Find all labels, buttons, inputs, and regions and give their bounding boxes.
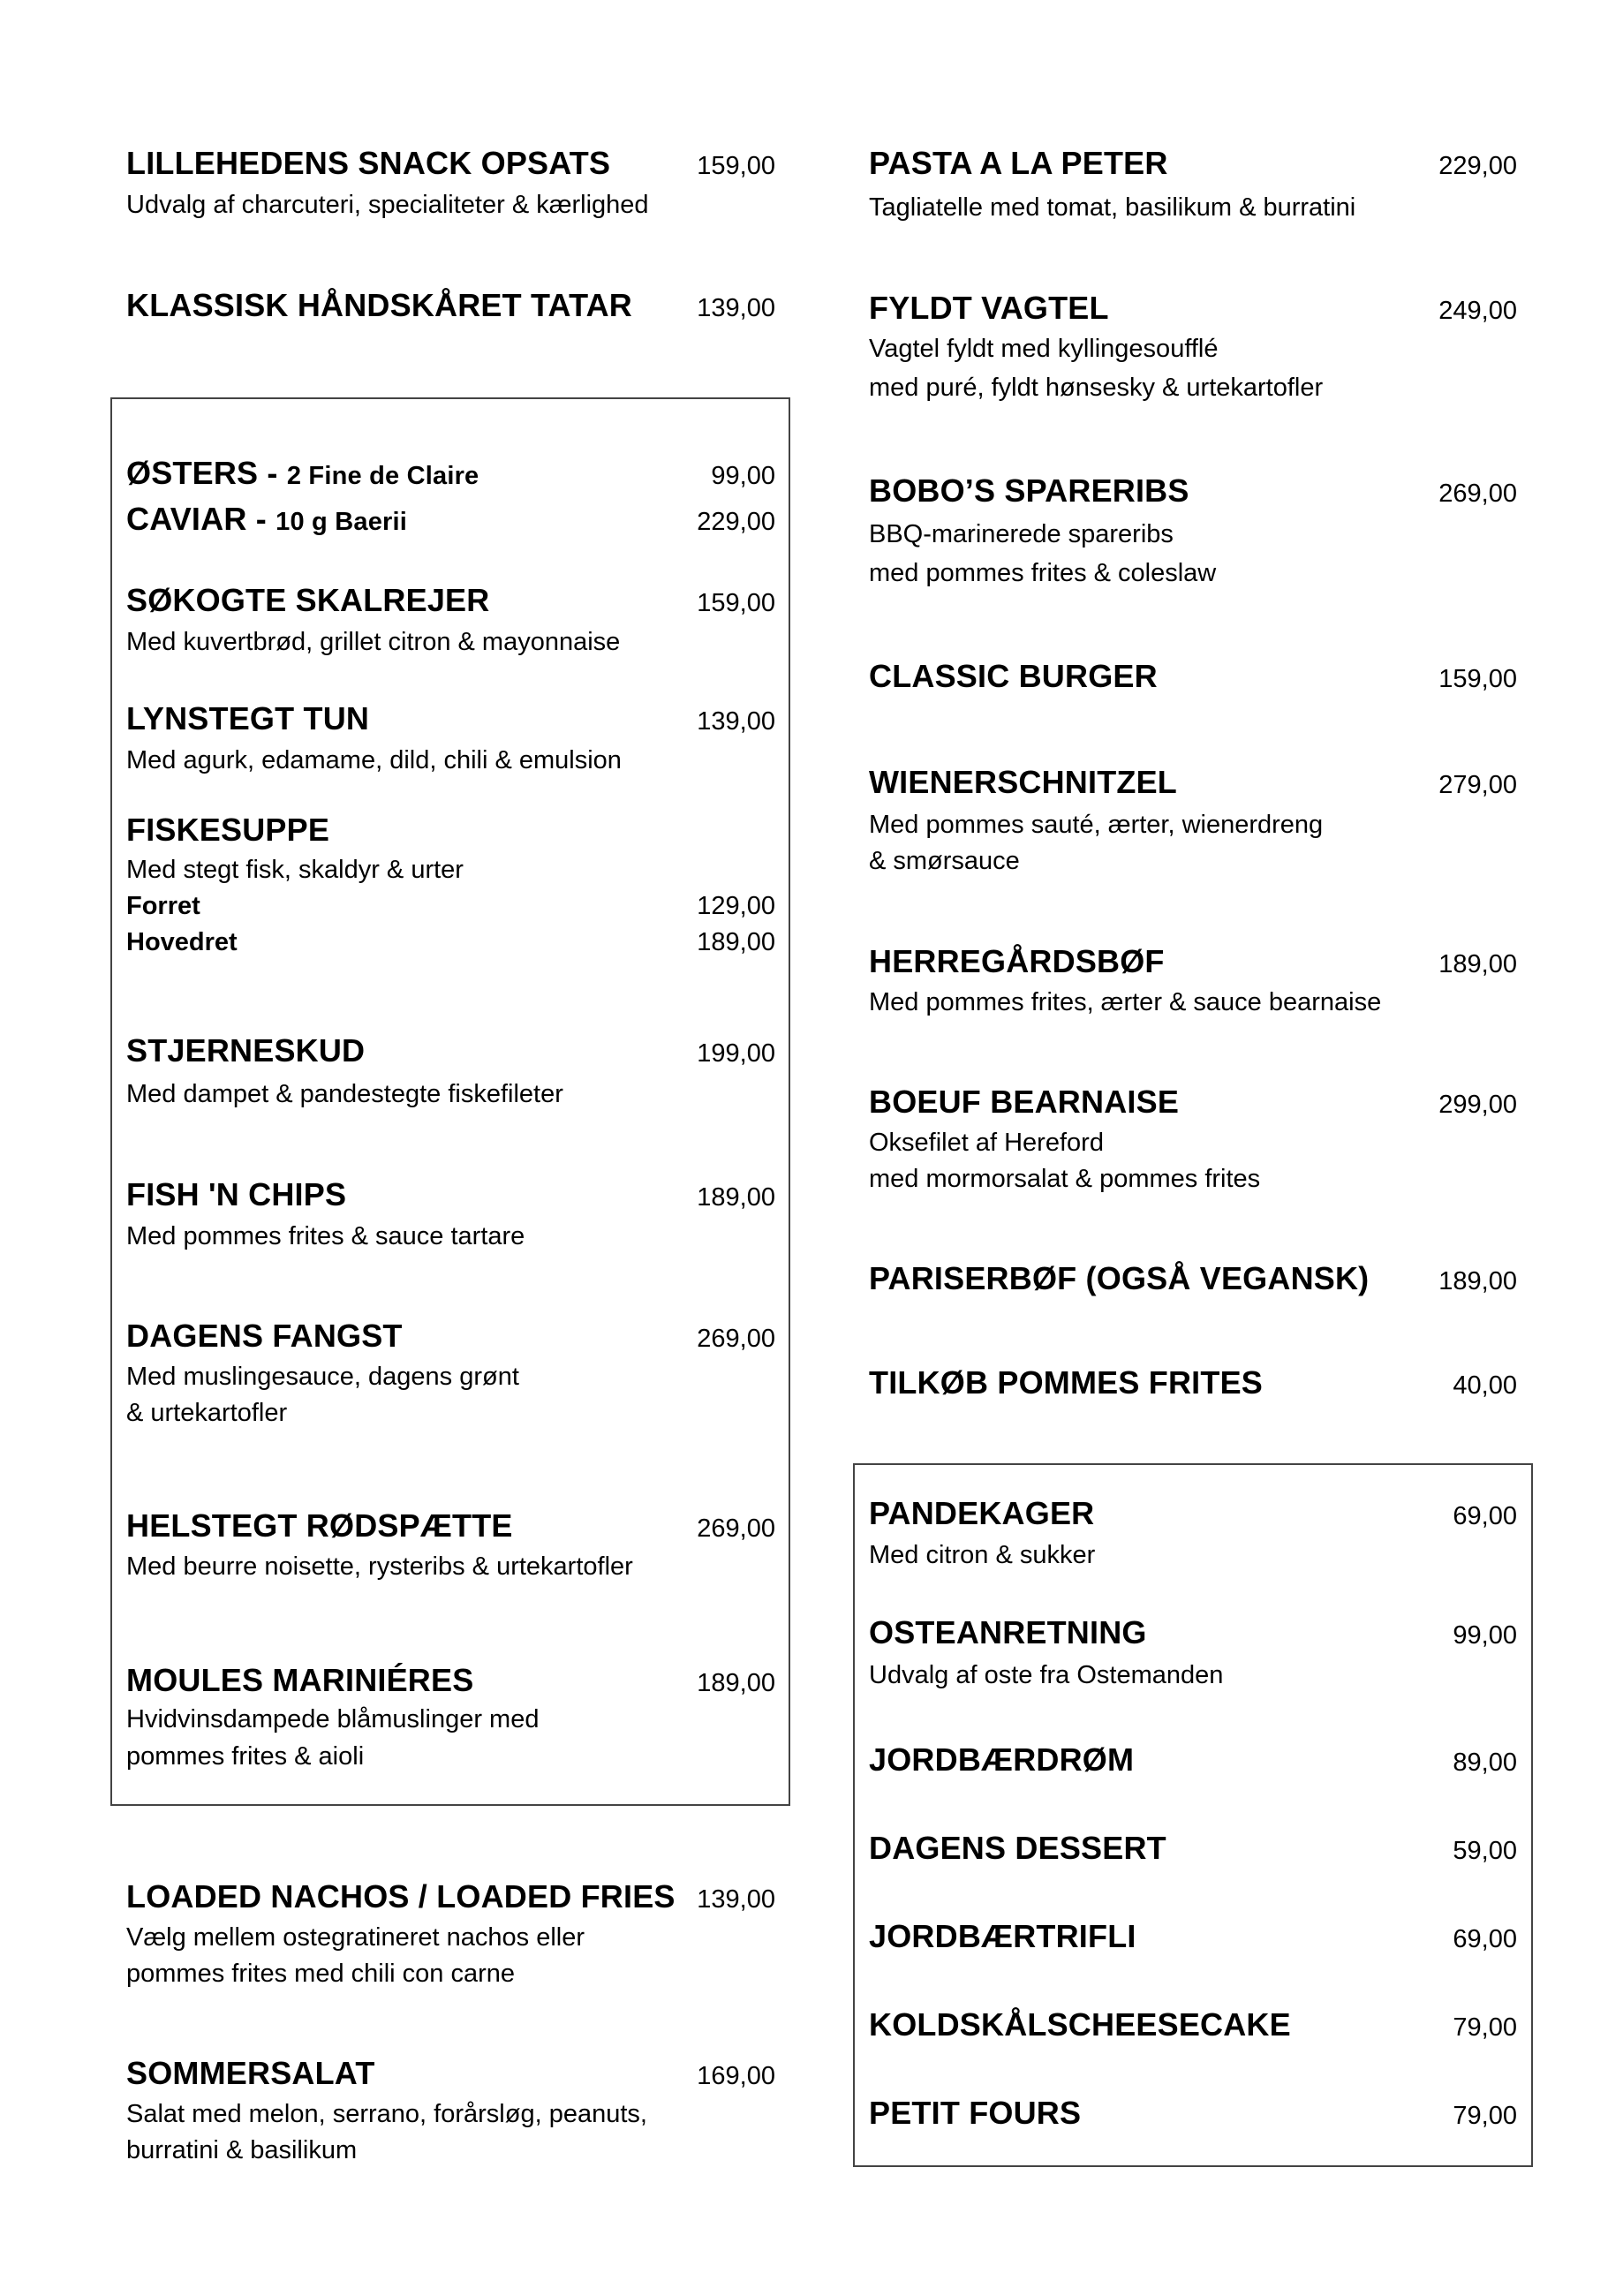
fries-price: 40,00 xyxy=(1453,1371,1517,1400)
pancakes-title: PANDEKAGER xyxy=(869,1495,1095,1531)
ribs-price: 269,00 xyxy=(1438,480,1517,508)
fishchips-desc: Med pommes frites & sauce tartare xyxy=(126,1222,525,1250)
herre-title: HERREGÅRDSBØF xyxy=(869,943,1165,979)
boeuf-desc-1: Oksefilet af Hereford xyxy=(869,1129,1104,1157)
shrimp-desc: Med kuvertbrød, grillet citron & mayonnaise xyxy=(126,628,621,656)
burger-price: 159,00 xyxy=(1438,665,1517,693)
boeuf-desc-2: med mormorsalat & pommes frites xyxy=(869,1165,1261,1193)
cheesecake-price: 79,00 xyxy=(1453,2013,1517,2042)
shrimp-price: 159,00 xyxy=(697,589,775,617)
tatar-title: KLASSISK HÅNDSKÅRET TATAR xyxy=(126,287,632,323)
boeuf-title: BOEUF BEARNAISE xyxy=(869,1084,1180,1120)
petitfours-price: 79,00 xyxy=(1453,2102,1517,2130)
moules-desc-2: pommes frites & aioli xyxy=(126,1742,365,1771)
tuna-price: 139,00 xyxy=(697,707,775,736)
dagens-dessert-price: 59,00 xyxy=(1453,1837,1517,1865)
cheese-desc: Udvalg af oste fra Ostemanden xyxy=(869,1661,1224,1689)
pasta-title: PASTA A LA PETER xyxy=(869,145,1168,181)
ribs-desc-2: med pommes frites & coleslaw xyxy=(869,559,1217,587)
quail-desc-1: Vagtel fyldt med kyllingesoufflé xyxy=(869,335,1219,363)
soup-starter-price: 129,00 xyxy=(697,892,775,920)
schnitzel-title: WIENERSCHNITZEL xyxy=(869,764,1177,800)
schnitzel-desc-2: & smørsauce xyxy=(869,847,1020,875)
soup-main-price: 189,00 xyxy=(697,928,775,956)
catch-desc-1: Med muslingesauce, dagens grønt xyxy=(126,1363,519,1391)
plaice-price: 269,00 xyxy=(697,1514,775,1543)
moules-title: MOULES MARINIÉRES xyxy=(126,1662,474,1698)
snack-price: 159,00 xyxy=(697,152,775,180)
stjerneskud-title: STJERNESKUD xyxy=(126,1032,366,1069)
nachos-title: LOADED NACHOS / LOADED FRIES xyxy=(126,1878,676,1915)
stjerneskud-desc: Med dampet & pandestegte fiskefileter xyxy=(126,1080,563,1108)
pasta-desc: Tagliatelle med tomat, basilikum & burratini xyxy=(869,193,1356,222)
quail-price: 249,00 xyxy=(1438,297,1517,325)
nachos-desc-2: pommes frites med chili con carne xyxy=(126,1960,515,1988)
salad-price: 169,00 xyxy=(697,2062,775,2090)
plaice-desc: Med beurre noisette, rysteribs & urtekartofler xyxy=(126,1552,633,1581)
petitfours-title: PETIT FOURS xyxy=(869,2095,1082,2131)
soup-main-label: Hovedret xyxy=(126,928,238,956)
pancakes-desc: Med citron & sukker xyxy=(869,1541,1096,1569)
snack-title: LILLEHEDENS SNACK OPSATS xyxy=(126,145,611,181)
ribs-desc-1: BBQ-marinerede spareribs xyxy=(869,520,1174,548)
salad-desc-2: burratini & basilikum xyxy=(126,2136,358,2164)
snack-desc: Udvalg af charcuteri, specialiteter & kærlighed xyxy=(126,191,649,219)
soup-desc: Med stegt fisk, skaldyr & urter xyxy=(126,856,464,884)
pariser-title: PARISERBØF (OGSÅ VEGANSK) xyxy=(869,1260,1370,1296)
dagens-dessert-title: DAGENS DESSERT xyxy=(869,1830,1166,1866)
nachos-price: 139,00 xyxy=(697,1885,775,1914)
fishchips-title: FISH 'N CHIPS xyxy=(126,1176,347,1212)
catch-price: 269,00 xyxy=(697,1325,775,1353)
fishchips-price: 189,00 xyxy=(697,1183,775,1212)
tuna-title: LYNSTEGT TUN xyxy=(126,700,370,736)
quail-title: FYLDT VAGTEL xyxy=(869,290,1109,326)
pancakes-price: 69,00 xyxy=(1453,1502,1517,1530)
cheese-title: OSTEANRETNING xyxy=(869,1614,1147,1650)
catch-title: DAGENS FANGST xyxy=(126,1318,403,1354)
oysters-price: 99,00 xyxy=(711,462,775,490)
cheesecake-title: KOLDSKÅLSCHEESECAKE xyxy=(869,2006,1291,2043)
plaice-title: HELSTEGT RØDSPÆTTE xyxy=(126,1507,513,1544)
pariser-price: 189,00 xyxy=(1438,1267,1517,1295)
pasta-price: 229,00 xyxy=(1438,152,1517,180)
burger-title: CLASSIC BURGER xyxy=(869,658,1158,694)
herre-desc: Med pommes frites, ærter & sauce bearnaise xyxy=(869,988,1382,1016)
moules-desc-1: Hvidvinsdampede blåmuslinger med xyxy=(126,1705,540,1733)
herre-price: 189,00 xyxy=(1438,950,1517,978)
moules-price: 189,00 xyxy=(697,1669,775,1697)
caviar-price: 229,00 xyxy=(697,508,775,536)
cheese-price: 99,00 xyxy=(1453,1621,1517,1650)
quail-desc-2: med puré, fyldt hønsesky & urtekartofler xyxy=(869,374,1324,402)
tatar-price: 139,00 xyxy=(697,294,775,322)
schnitzel-price: 279,00 xyxy=(1438,771,1517,799)
catch-desc-2: & urtekartofler xyxy=(126,1399,288,1427)
shrimp-title: SØKOGTE SKALREJER xyxy=(126,582,490,618)
soup-title: FISKESUPPE xyxy=(126,812,330,848)
boeuf-price: 299,00 xyxy=(1438,1091,1517,1119)
schnitzel-desc-1: Med pommes sauté, ærter, wienerdreng xyxy=(869,811,1324,839)
tuna-desc: Med agurk, edamame, dild, chili & emulsion xyxy=(126,746,622,774)
salad-desc-1: Salat med melon, serrano, forårsløg, peanuts, xyxy=(126,2100,647,2128)
jordbaerdrom-price: 89,00 xyxy=(1453,1748,1517,1777)
soup-starter-label: Forret xyxy=(126,892,200,920)
jordbaerdrom-title: JORDBÆRDRØM xyxy=(869,1741,1135,1778)
nachos-desc-1: Vælg mellem ostegratineret nachos eller xyxy=(126,1923,585,1952)
oysters-title: ØSTERS - 2 Fine de Claire xyxy=(126,455,479,491)
trifli-title: JORDBÆRTRIFLI xyxy=(869,1918,1136,1954)
fries-title: TILKØB POMMES FRITES xyxy=(869,1364,1264,1401)
salad-title: SOMMERSALAT xyxy=(126,2055,375,2091)
caviar-title: CAVIAR - 10 g Baerii xyxy=(126,501,408,537)
stjerneskud-price: 199,00 xyxy=(697,1039,775,1068)
trifli-price: 69,00 xyxy=(1453,1925,1517,1953)
ribs-title: BOBO’S SPARERIBS xyxy=(869,472,1189,509)
